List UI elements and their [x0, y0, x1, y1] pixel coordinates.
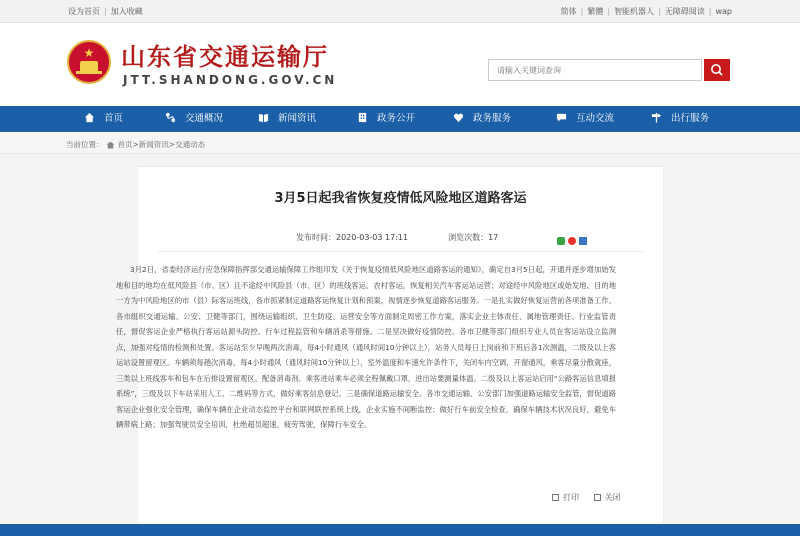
article-title: 3月5日起我省恢复疫情低风险地区道路客运 — [274, 191, 527, 206]
route-icon — [165, 112, 176, 123]
top-utility-bar — [0, 0, 800, 23]
robot-link[interactable]: 智能机器人 — [614, 7, 655, 16]
heart-icon — [453, 112, 464, 123]
article-paragraph: 3月2日，省委经济运行应急保障指挥部交通运输保障工作组印发《关于恢复疫情低风险地区道路客运的通知》，确定自3月5日起，开通并逐步增加始发地和目的地均在低风险县（市、区）且不途经中风险县（市、区）的班线客运、农村客运，恢复相关汽车客运站运营；对途经中风险地区或始发地、目的地一方为中风险地区的市（县）际客运班线，各市抓紧制定道路客运恢复计划和预案，视情逐步恢复道路客运服务。一是扎实做好恢复运营前各项准备工作。各市组织交通运输、公安、卫健等部门，围绕运输组织、卫生防疫、运营安全等方面制定周密工作方案，落实企业主体责任、属地管理责任、行业监管责任，督促客运企业严格执行客运站源头防控、行车过程监管和车辆消杀等措施。二是坚决做好疫情防控。各市卫健等部门组织专业人员在客运站设立监测点，加强对疫情的检测和处置。客运站至少早晚两次消毒，每4小时通风（通风时间10分钟以上），站务人员每日上岗前和下班后各1次测温，二级及以上客运站设置留观区。车辆须每趟次消毒，每4小时通风（通风时间10分钟以上），室外温度和车速允许条件下，关闭车内空调，开窗通风，乘客尽量分散就座，三类以上班线客车和包车在后排设置留观区、配备消毒剂。乘客进站乘车必须全程佩戴口罩，进出站要测量体温。二级及以上客运站启用“公路客运信息填报系统”，三级及以下车站采用人工、二维码等方式，做好乘客信息登记。三是确保道路运输安全。各市交通运输、公安部门加强道路运输安全监管，督促道路客运企业强化安全管理，确保车辆在企业动态监控平台和联网联控系统上线，企业实施不间断监控；做好行车前安全检查，确保车辆技术状况良好，避免车辆带病上路；加强驾驶员安全培训，杜绝超员超速、疲劳驾驶，保障行车安全。 — [116, 265, 616, 429]
signpost-icon — [651, 112, 662, 123]
nav-item-overview[interactable] — [165, 106, 223, 132]
book-icon — [258, 112, 269, 123]
publish-time: 发布时间：2020-03-03 17:11 — [296, 233, 409, 242]
top-left-links: 设为首页 | 加入收藏 — [68, 7, 143, 16]
search-icon — [704, 59, 730, 81]
nav-label-travel: 出行服务 — [671, 113, 710, 124]
add-favorite-link[interactable]: 加入收藏 — [110, 7, 143, 16]
breadcrumb-news[interactable]: 新闻资讯 — [138, 140, 169, 149]
breadcrumb-prefix: 当前位置： — [66, 140, 104, 149]
article-meta — [296, 232, 498, 243]
nav-label-gov-open: 政务公开 — [377, 113, 416, 124]
top-right-links: 简体 | 繁體 | 智能机器人 | 无障碍阅读 | wap — [560, 7, 732, 16]
breadcrumb — [0, 133, 800, 154]
search-button[interactable] — [704, 59, 730, 81]
close-button[interactable] — [594, 492, 621, 503]
nav-item-gov-service[interactable] — [453, 106, 511, 132]
main-nav — [0, 106, 800, 132]
article-body — [116, 262, 616, 433]
breadcrumb-home[interactable]: 首页 — [117, 140, 133, 149]
site-header — [0, 23, 800, 105]
more-share-icon[interactable] — [579, 237, 587, 245]
site-title[interactable]: 山东省交通运输厅 — [121, 42, 329, 71]
search-input[interactable] — [488, 59, 702, 81]
breadcrumb-separator: > — [168, 140, 176, 149]
home-icon — [107, 142, 115, 149]
print-button[interactable] — [552, 492, 579, 503]
home-icon — [84, 112, 95, 123]
share-buttons — [557, 230, 590, 249]
building-icon — [357, 112, 368, 123]
nav-item-news[interactable] — [258, 106, 316, 132]
site-domain: JTT.SHANDONG.GOV.CN — [123, 73, 338, 87]
national-emblem-logo[interactable]: ★ — [67, 40, 111, 84]
article-tools — [540, 492, 621, 503]
content-area — [0, 154, 800, 524]
nav-label-home: 首页 — [104, 113, 124, 124]
wap-link[interactable]: wap — [715, 7, 732, 16]
accessibility-link[interactable]: 无障碍阅读 — [664, 7, 705, 16]
article-card — [116, 166, 664, 525]
simplified-link[interactable]: 简体 — [560, 7, 577, 16]
breadcrumb-separator: > — [132, 140, 139, 149]
search-box — [488, 59, 730, 81]
nav-label-interaction: 互动交流 — [576, 113, 615, 124]
set-homepage-link[interactable]: 设为首页 — [68, 7, 100, 16]
footer-strip — [0, 524, 800, 536]
weibo-share-icon[interactable] — [568, 237, 576, 245]
nav-item-home[interactable] — [84, 106, 123, 132]
nav-item-interaction[interactable] — [556, 106, 614, 132]
nav-label-overview: 交通概况 — [185, 113, 224, 124]
nav-item-gov-open[interactable] — [357, 106, 415, 132]
chat-icon — [556, 112, 567, 123]
traditional-link[interactable]: 繁體 — [587, 7, 604, 16]
title-divider — [158, 251, 643, 252]
close-label: 关闭 — [604, 493, 621, 502]
close-icon — [594, 494, 601, 501]
nav-label-gov-service: 政务服务 — [473, 113, 512, 124]
breadcrumb-traffic[interactable]: 交通动态 — [175, 140, 206, 149]
nav-label-news: 新闻资讯 — [278, 113, 317, 124]
print-label: 打印 — [563, 493, 579, 502]
view-count: 浏览次数：17 — [448, 233, 499, 242]
wechat-share-icon[interactable] — [557, 237, 565, 245]
nav-item-travel[interactable] — [651, 106, 709, 132]
print-icon — [552, 494, 559, 501]
